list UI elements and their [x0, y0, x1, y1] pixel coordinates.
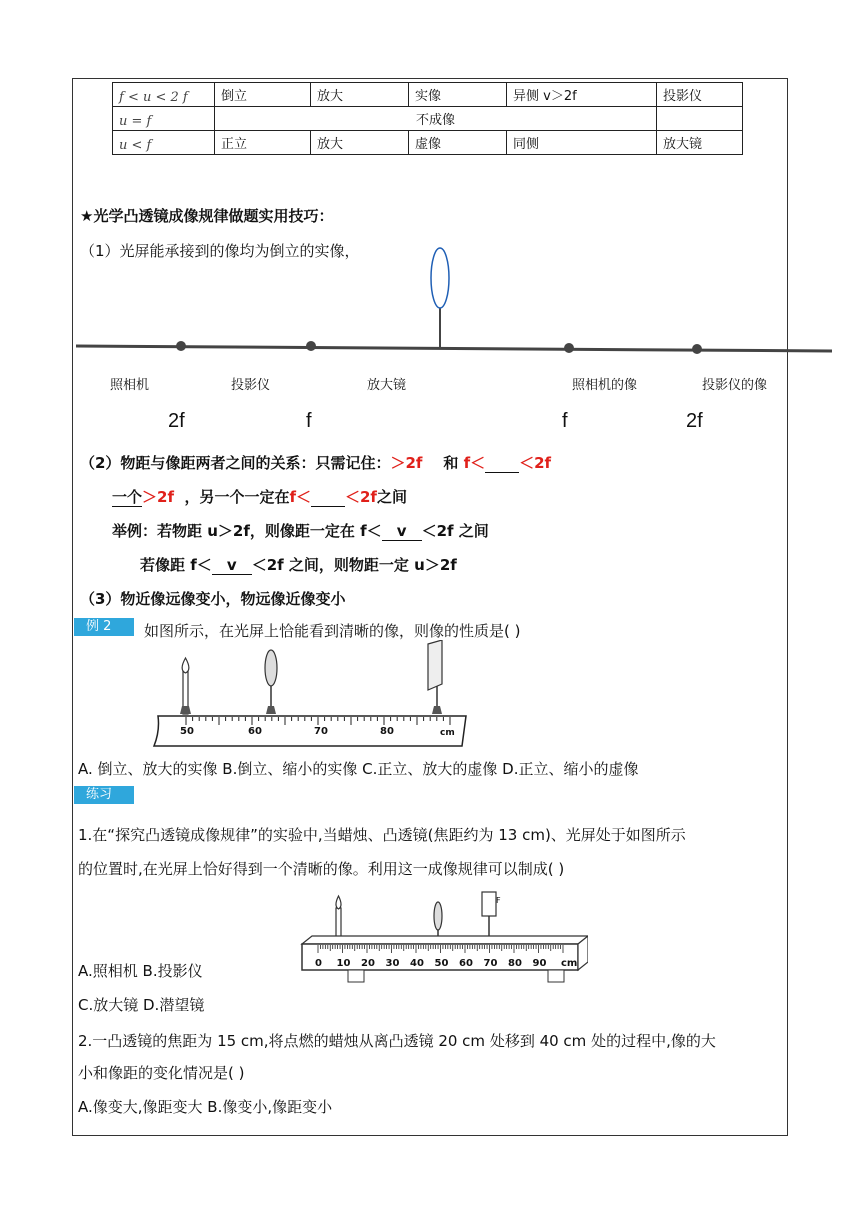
tip-text-red: f＜	[289, 488, 311, 506]
tip-example-1	[112, 520, 489, 541]
lens-rule-table	[112, 82, 743, 155]
table-row	[113, 131, 743, 155]
example-question: 如图所示，在光屏上恰能看到清晰的像，则像的性质是( )	[144, 622, 521, 640]
table-cell: 实像	[409, 83, 507, 107]
tips-heading: ★光学凸透镜成像规律做题实用技巧：	[80, 207, 334, 225]
table-cell: 虚像	[409, 131, 507, 155]
table-cell	[657, 107, 743, 131]
table-row	[113, 107, 743, 131]
bench-label: 10	[336, 958, 351, 969]
table-cell: 同侧	[507, 131, 657, 155]
ruler-label: 60	[248, 726, 262, 737]
bench-label: 90	[532, 958, 547, 969]
lens-icon	[265, 650, 277, 686]
tip-example-2	[140, 554, 457, 575]
q1-options-2: C.放大镜 D.潜望镜	[78, 996, 205, 1014]
flame-icon	[182, 658, 189, 673]
example-options: A. 倒立、放大的实像 B.倒立、缩小的实像 C.正立、放大的虚像 D.正立、缩小的虚像	[78, 760, 639, 778]
optical-bench-diagram	[298, 888, 588, 988]
q2-options: A.像变大,像距变大 B.像变小,像距变小	[78, 1098, 333, 1116]
condition-cell: f < u < 2 f	[113, 83, 215, 107]
example-tag: 例 2	[74, 618, 134, 636]
ruler	[154, 716, 466, 746]
bench-label: 60	[459, 958, 473, 969]
table-cell: 放大镜	[657, 131, 743, 155]
condition-cell: u = f	[113, 107, 215, 131]
point-2f-right	[692, 344, 702, 354]
axis-mark: f	[562, 410, 568, 432]
practice-tag: 练习	[74, 786, 134, 804]
bench-label: cm	[561, 958, 578, 969]
lens-icon	[434, 902, 442, 930]
ruler-label: 50	[180, 726, 194, 737]
tip-item-2	[80, 452, 551, 473]
tip-text-red: ＜2f	[519, 454, 552, 472]
axis-mark: f	[306, 410, 312, 432]
flame-icon	[336, 896, 341, 909]
ruler-label: 80	[380, 726, 394, 737]
table-cell: 倒立	[215, 83, 311, 107]
table-cell: 放大	[311, 83, 409, 107]
tip-item-3: （3）物近像远像变小，物远像近像变小	[80, 590, 346, 608]
underlined-text: 一个	[112, 488, 143, 506]
table-cell: 不成像	[215, 107, 657, 131]
point-f-right	[564, 343, 574, 353]
tip-text-red: ＜2f	[344, 488, 377, 506]
q1-line-2: 的位置时,在光屏上恰好得到一个清晰的像。利用这一成像规律可以制成( )	[78, 860, 565, 878]
table-cell: 投影仪	[657, 83, 743, 107]
q1-options-1: A.照相机 B.投影仪	[78, 962, 203, 980]
bench-label: 20	[361, 958, 375, 969]
tip-text: （2）物距与像距两者之间的关系：只需记住：	[80, 454, 391, 472]
tip-text: 若像距 f＜	[140, 556, 212, 574]
bench-label: 0	[315, 958, 322, 969]
tip-text: 和	[443, 454, 459, 472]
table-row	[113, 83, 743, 107]
blank-answer: v	[382, 523, 422, 541]
q2-line-2: 小和像距的变化情况是( )	[78, 1064, 245, 1082]
tip-text: ＜2f 之间，则物距一定 u＞2f	[251, 556, 457, 574]
lens-ellipse	[431, 248, 449, 308]
bench-label: 70	[483, 958, 498, 969]
axis-label: 照相机的像	[572, 378, 638, 393]
tip-item-1: （1）光屏能承接到的像均为倒立的实像，	[80, 242, 360, 260]
tip-text-red: f＜	[463, 454, 486, 472]
axis-label: 投影仪的像	[702, 378, 768, 393]
axis-label: 照相机	[110, 378, 150, 393]
q1-line-1: 1.在“探究凸透镜成像规律”的实验中,当蜡烛、凸透镜(焦距约为 13 cm)、光屏处于如图所示	[78, 826, 686, 844]
bench-label: 80	[508, 958, 522, 969]
table-cell: 正立	[215, 131, 311, 155]
tip-text-red: ＞2f	[142, 488, 174, 506]
axis-mark: 2f	[686, 410, 703, 432]
tip-text-red: ＞2f	[390, 454, 423, 472]
bench-label: 50	[434, 958, 449, 969]
blank-answer: v	[212, 557, 252, 575]
optical-axis-diagram	[0, 240, 860, 370]
table-cell: 放大	[311, 131, 409, 155]
axis-label: 放大镜	[367, 378, 407, 393]
table-cell: 异侧 v＞2f	[507, 83, 657, 107]
tip-text: ＜2f 之间	[421, 522, 489, 540]
screen-icon	[428, 640, 442, 690]
blank-line	[485, 455, 519, 473]
axis-label: 投影仪	[231, 378, 271, 393]
screen-icon	[482, 892, 496, 916]
q2-line-1: 2.一凸透镜的焦距为 15 cm,将点燃的蜡烛从离凸透镜 20 cm 处移到 40 cm 处的过程中,像的大	[78, 1032, 716, 1050]
condition-cell: u < f	[113, 131, 215, 155]
ruler-label: 70	[314, 726, 328, 737]
bench-label: 40	[410, 958, 424, 969]
bench-label: 30	[385, 958, 400, 969]
tip-text: 之间	[376, 488, 407, 506]
tip-line-2	[112, 486, 407, 507]
point-f-left	[306, 341, 316, 351]
tip-text: 举例：若物距 u＞2f，则像距一定在 f＜	[112, 522, 382, 540]
ruler-unit: cm	[440, 728, 455, 738]
principal-axis	[76, 346, 832, 351]
example-ruler-diagram	[150, 640, 470, 750]
screen-letter: F	[496, 896, 501, 905]
point-2f-left	[176, 341, 186, 351]
tip-text: ，另一个一定在	[184, 488, 290, 506]
blank-line	[311, 489, 345, 507]
axis-mark: 2f	[168, 410, 185, 432]
